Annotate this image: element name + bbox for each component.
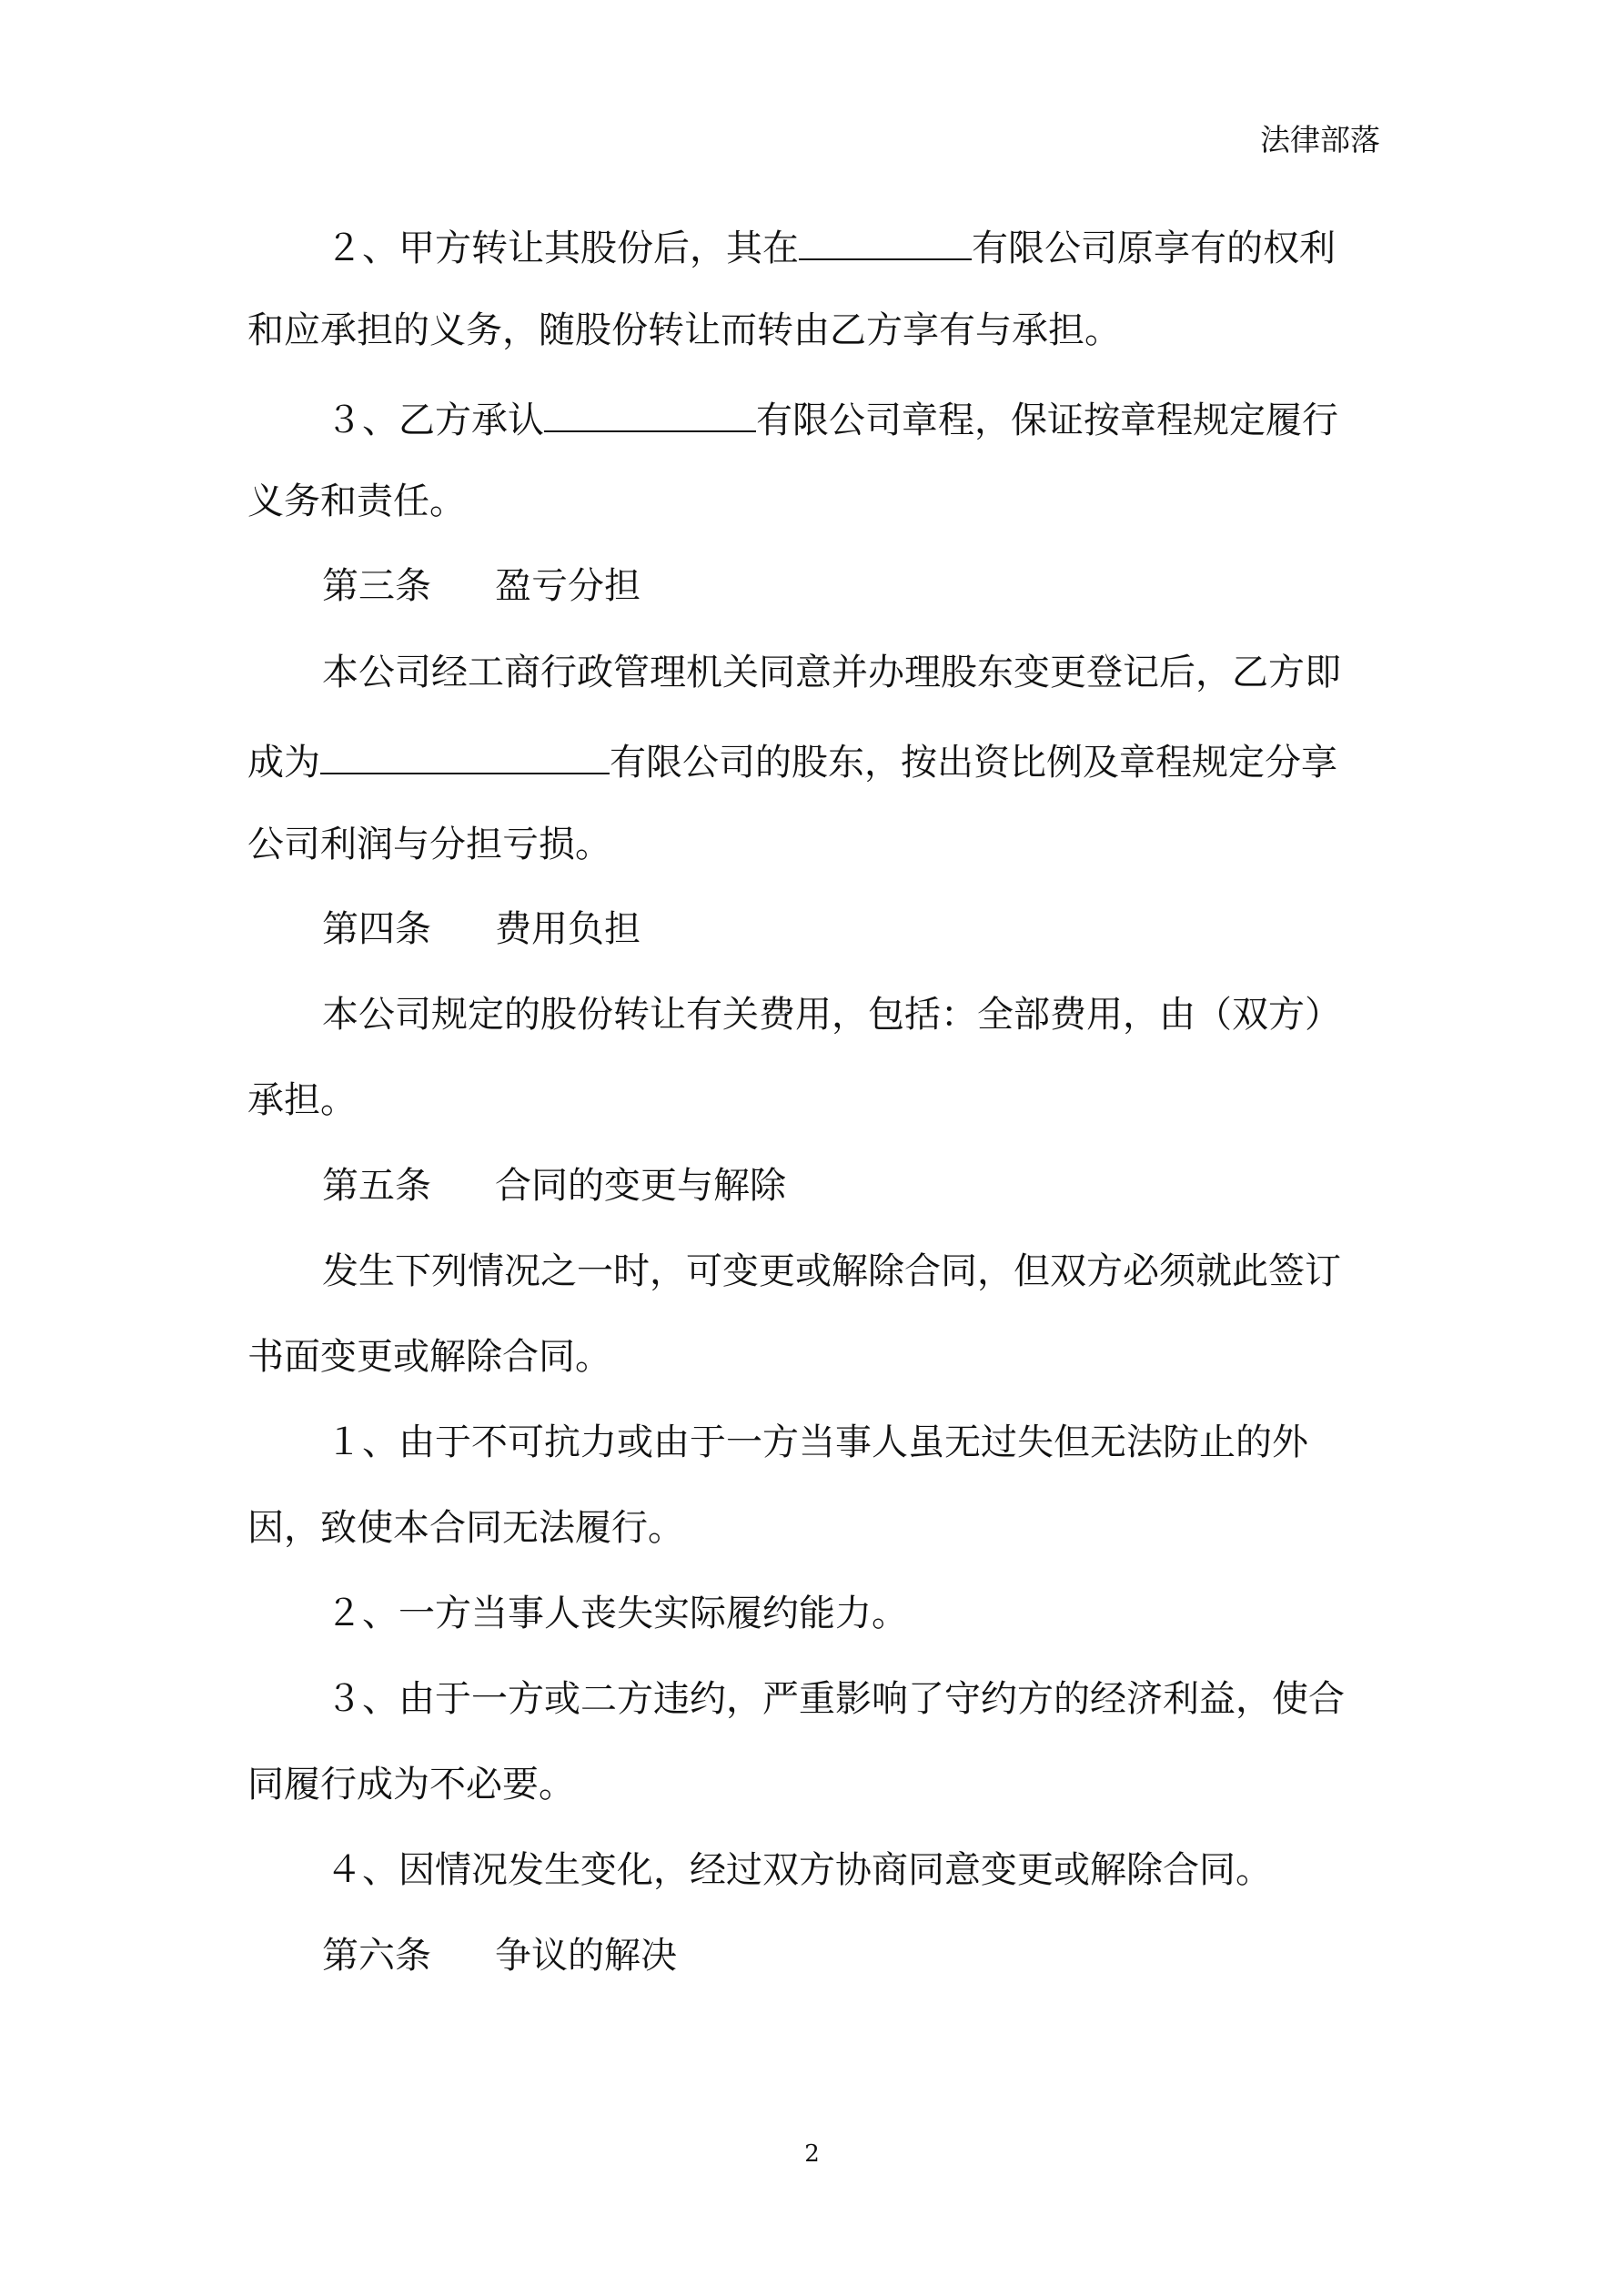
article-5-body-line-2: 书面变更或解除合同。 [247, 1336, 611, 1378]
article-3-body-line-3: 公司利润与分担亏损。 [247, 824, 611, 865]
condition-2-line-1: ２、一方当事人丧失实际履约能力。 [326, 1593, 908, 1634]
article-4-body-line-1: 本公司规定的股份转让有关费用，包括：全部费用，由（双方） [322, 994, 1341, 1036]
condition-3-line-2: 同履行成为不必要。 [247, 1764, 575, 1805]
article-5-body-line-1: 发生下列情况之一时，可变更或解除合同，但双方必须就此签订 [322, 1250, 1341, 1292]
item-3-line-1: ３、乙方承认 有限公司章程，保证按章程规定履行 [326, 400, 1338, 441]
item-2-line-2: 和应承担的义务，随股份转让而转由乙方享有与承担。 [247, 309, 1121, 351]
article-3-body-line-2: 成为 有限公司的股东，按出资比例及章程规定分享 [247, 742, 1337, 784]
condition-3-line-1: ３、由于一方或二方违约，严重影响了守约方的经济利益，使合 [326, 1678, 1345, 1720]
condition-1-line-2: 因，致使本合同无法履行。 [247, 1507, 684, 1549]
header-source: 法律部落 [1260, 122, 1380, 157]
item-2-line-1: ２、甲方转让其股份后，其在 有限公司原享有的权利 [326, 228, 1336, 269]
article-4-body-line-2: 承担。 [247, 1079, 357, 1121]
page-number: 2 [804, 2140, 820, 2168]
article-5-heading: 第五条 合同的变更与解除 [322, 1165, 786, 1207]
article-6-heading: 第六条 争议的解决 [322, 1935, 677, 1977]
article-3-body-line-1: 本公司经工商行政管理机关同意并办理股东变更登记后，乙方即 [322, 652, 1341, 693]
company-name-blank[interactable] [544, 398, 756, 432]
item-3-line-2: 义务和责任。 [247, 480, 466, 522]
condition-4-line-1: ４、因情况发生变化，经过双方协商同意变更或解除合同。 [326, 1849, 1272, 1891]
article-4-heading: 第四条 费用负担 [322, 908, 641, 950]
article-3-heading: 第三条 盈亏分担 [322, 565, 641, 607]
company-name-blank[interactable] [320, 740, 610, 774]
condition-1-line-1: １、由于不可抗力或由于一方当事人虽无过失但无法防止的外 [326, 1421, 1308, 1463]
company-name-blank[interactable] [799, 226, 972, 260]
